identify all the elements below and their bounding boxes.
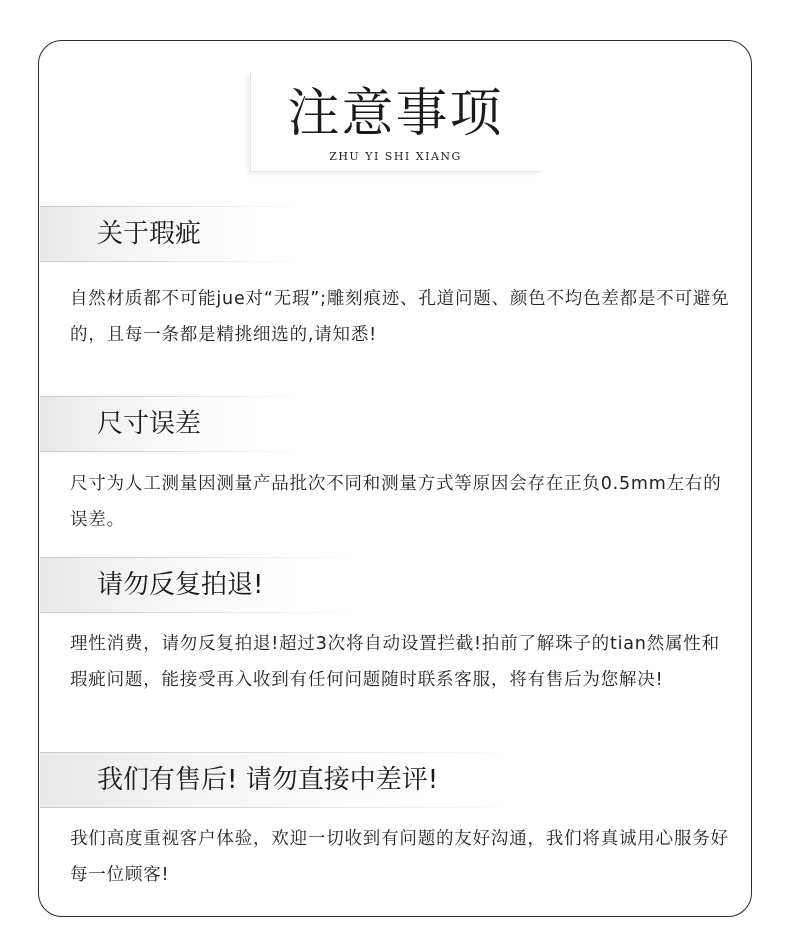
section-heading-no-return [40,557,365,613]
section-body-size-error: 尺寸为人工测量因测量产品批次不同和测量方式等原因会存在正负0.5mm左右的误差。 [70,474,722,530]
section-heading-text: 请勿反复拍退! [97,570,264,600]
section-body-after-sales: 我们高度重视客户体验，欢迎一切收到有问题的友好沟通，我们将真诚用心服务好每一位顾客! [70,829,729,885]
section-heading-after-sales [40,752,528,808]
title-block [250,72,540,172]
page-title: 注意事项 [287,84,504,144]
section-heading-size-error [40,396,310,452]
page-subtitle: ZHU YI SHI XIANG [329,150,462,163]
section-heading-flaws [40,206,310,262]
section-heading-text: 关于瑕疵 [97,219,202,249]
section-heading-text: 我们有售后! 请勿直接中差评! [97,765,439,795]
section-body-flaws: 自然材质都不可能jue对“无瑕”;雕刻痕迹、孔道问题、颜色不均色差都是不可避免的，且每一条都是精挑细选的,请知悉! [70,289,730,345]
section-heading-text: 尺寸误差 [97,409,202,439]
section-body-no-return: 理性消费，请勿反复拍退!超过3次将自动设置拦截!拍前了解珠子的tian然属性和瑕疵问题，能接受再入收到有任何问题随时联系客服，将有售后为您解决! [70,634,720,690]
